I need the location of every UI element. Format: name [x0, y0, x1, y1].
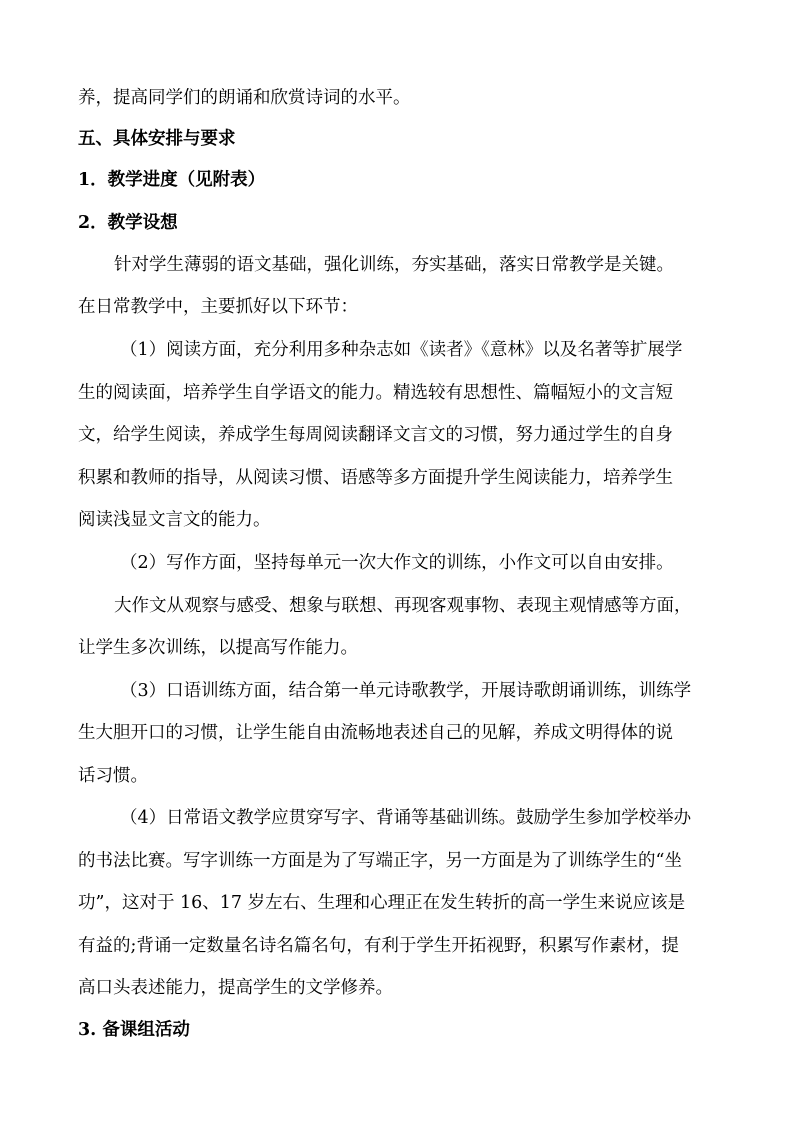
paragraph-line: 养，提高同学们的朗诵和欣赏诗词的水平。 [78, 88, 411, 108]
paragraph-line: 功”，这对于 16、17 岁左右、生理和心理正在发生转折的高一学生来说应该是 [78, 893, 686, 913]
paragraph-line: （4）日常语文教学应贯穿写字、背诵等基础训练。鼓励学生参加学校举办 [120, 808, 692, 828]
paragraph-line: 文，给学生阅读，养成学生每周阅读翻译文言文的习惯，努力通过学生的自身 [78, 425, 673, 445]
paragraph-line: （2）写作方面，坚持每单元一次大作文的训练，小作文可以自由安排。 [120, 553, 674, 573]
paragraph-line: 大作文从观察与感受、想象与联想、再现客观事物、表现主观情感等方面， [114, 596, 692, 616]
paragraph-line: 生大胆开口的习惯，让学生能自由流畅地表述自己的见解，养成文明得体的说 [78, 723, 673, 743]
paragraph-line: 高口头表述能力，提高学生的文学修养。 [78, 978, 393, 998]
paragraph-line: 让学生多次训练，以提高写作能力。 [78, 638, 358, 658]
paragraph-line: 的书法比赛。写字训练一方面是为了写端正字，另一方面是为了训练学生的“坐 [78, 851, 682, 871]
subsection-heading: 3. 备课组活动 [78, 1020, 190, 1040]
paragraph-line: 有益的;背诵一定数量名诗名篇名句，有利于学生开拓视野，积累写作素材，提 [78, 936, 679, 956]
paragraph-line: 生的阅读面，培养学生自学语文的能力。精选较有思想性、篇幅短小的文言短 [78, 383, 673, 403]
paragraph-line: 积累和教师的指导，从阅读习惯、语感等多方面提升学生阅读能力，培养学生 [78, 468, 673, 488]
paragraph-line: （3）口语训练方面，结合第一单元诗歌教学，开展诗歌朗诵训练，训练学 [120, 681, 692, 701]
subsection-heading: 1．教学进度（见附表） [78, 170, 266, 190]
paragraph-line: 针对学生薄弱的语文基础，强化训练，夯实基础，落实日常教学是关键。 [114, 255, 674, 275]
paragraph-line: 在日常教学中，主要抓好以下环节： [78, 297, 358, 317]
paragraph-line: （1）阅读方面，充分利用多种杂志如《读者》《意林》以及名著等扩展学 [120, 340, 683, 360]
subsection-heading: 2．教学设想 [78, 213, 178, 233]
paragraph-line: 话习惯。 [78, 766, 148, 786]
section-heading: 五、具体安排与要求 [78, 129, 236, 149]
paragraph-line: 阅读浅显文言文的能力。 [78, 510, 271, 530]
